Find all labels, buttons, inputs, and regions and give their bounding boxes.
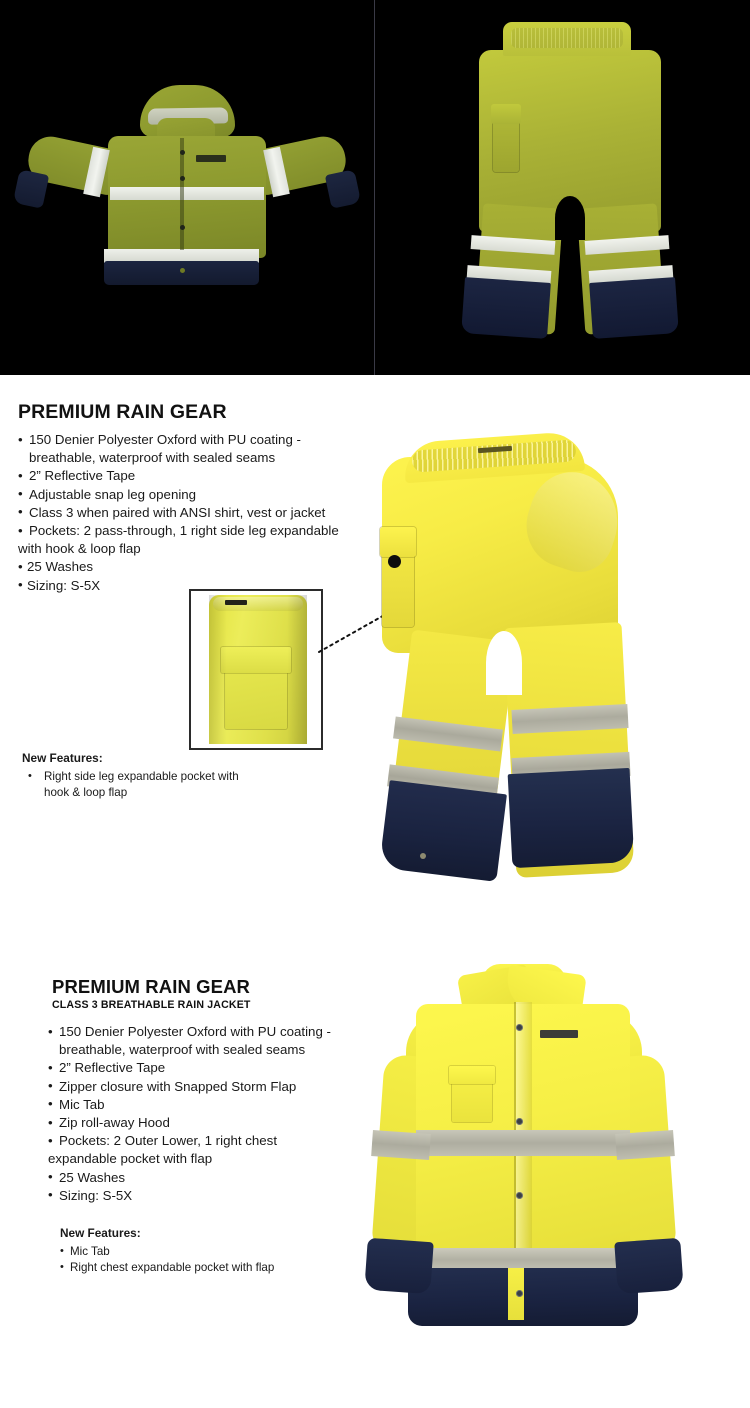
jacket-navy-hem [104, 261, 259, 285]
spec-item: • 2” Reflective Tape [48, 1059, 372, 1077]
jacket-snap [516, 1024, 523, 1031]
new-features-heading: New Features: [60, 1226, 141, 1240]
jacket-snap [180, 150, 185, 155]
jacket-body-reflective-tape [416, 1130, 630, 1156]
jacket-chest-pocket-flap [449, 1066, 495, 1084]
spec-item: • Class 3 when paired with ANSI shirt, vest or jacket [18, 504, 363, 522]
pants-pocket-detail-inset [189, 589, 323, 750]
spec-item: • Sizing: S-5X [48, 1187, 372, 1205]
jacket-right-navy-cuff [614, 1238, 683, 1294]
jacket-snap [180, 176, 185, 181]
inset-label-tag [225, 600, 247, 605]
new-feature-item: • Right side leg expandable pocket with hook & loop flap [22, 769, 322, 802]
jacket-mic-tab [540, 1030, 578, 1038]
jacket-snap [516, 1290, 523, 1297]
spec-item: • Pockets: 2 Outer Lower, 1 right chest expandable pocket with flap [48, 1132, 372, 1168]
jacket-spec-list [48, 1023, 372, 1205]
pants-snap-leg-grommet [420, 853, 426, 859]
pants-spec-list [18, 431, 363, 595]
new-features-list [22, 769, 322, 802]
jacket-snap [516, 1192, 523, 1199]
jacket-chest-label [196, 155, 226, 162]
jacket-left-cuff [13, 169, 49, 208]
jacket-section [0, 960, 750, 1408]
pants-cargo-pocket-flap [491, 104, 521, 124]
photo-strip-divider [374, 0, 375, 375]
new-feature-item: • Right chest expandable pocket with flap [60, 1260, 360, 1277]
jacket-right-cuff [325, 169, 361, 208]
pants-copy-block [18, 401, 363, 595]
pants-elastic-waist [511, 28, 623, 48]
jacket-section-title: PREMIUM RAIN GEAR [52, 976, 251, 997]
jacket-copy-block [48, 976, 372, 1205]
spec-item: • 25 Washes [18, 558, 363, 576]
jacket-left-navy-cuff [364, 1238, 433, 1294]
inset-pocket-flap [221, 647, 291, 673]
pants-section-title: PREMIUM RAIN GEAR [18, 401, 227, 423]
pants-inseam-gap [486, 631, 522, 695]
spec-item: • 150 Denier Polyester Oxford with PU coating - breathable, waterproof with sealed seams [18, 431, 363, 467]
new-features-heading: New Features: [22, 751, 103, 765]
new-feature-item: • Mic Tab [60, 1244, 360, 1261]
spec-item: • Mic Tab [48, 1096, 372, 1114]
jacket-left-sleeve-reflective-tape [371, 1130, 431, 1160]
inset-shading-right [287, 595, 307, 744]
pants-right-navy-cuff [508, 768, 635, 868]
product-photo-jacket-black [0, 0, 375, 375]
spec-item: • 150 Denier Polyester Oxford with PU coating - breathable, waterproof with sealed seams [48, 1023, 372, 1059]
pants-right-navy-cuff [589, 277, 679, 339]
spec-item: • Sizing: S-5X [18, 577, 363, 595]
spec-item: • Pockets: 2 pass-through, 1 right side leg expandable with hook & loop flap [18, 522, 363, 558]
jacket-section-subtitle: CLASS 3 BREATHABLE RAIN JACKET [52, 999, 251, 1011]
spec-item: • Zip roll-away Hood [48, 1114, 372, 1132]
jacket-product-photo [330, 960, 710, 1370]
jacket-new-features [60, 1225, 360, 1277]
jacket-snap [180, 268, 185, 273]
product-photo-pants-black [375, 0, 750, 375]
spec-item: • Adjustable snap leg opening [18, 486, 363, 504]
photo-strip [0, 0, 750, 375]
jacket-waist-reflective-tape [110, 187, 264, 200]
jacket-snap [180, 225, 185, 230]
jacket-snap [516, 1118, 523, 1125]
pants-left-navy-cuff [461, 277, 551, 339]
spec-item: • 25 Washes [48, 1169, 372, 1187]
spec-item: • 2” Reflective Tape [18, 467, 363, 485]
spec-item: • Zipper closure with Snapped Storm Flap [48, 1078, 372, 1096]
pants-left-navy-cuff [379, 780, 507, 882]
pants-inseam-gap [555, 196, 585, 240]
pants-section [0, 375, 750, 935]
pants-new-features [22, 750, 322, 802]
inset-shading-left [209, 595, 227, 744]
pants-product-photo [360, 435, 700, 925]
new-features-list [60, 1244, 360, 1277]
pants-pocket-hook-loop-flap [380, 527, 416, 557]
callout-target-dot [388, 555, 401, 568]
jacket-right-sleeve-reflective-tape [615, 1130, 675, 1160]
inset-photo [195, 595, 317, 744]
